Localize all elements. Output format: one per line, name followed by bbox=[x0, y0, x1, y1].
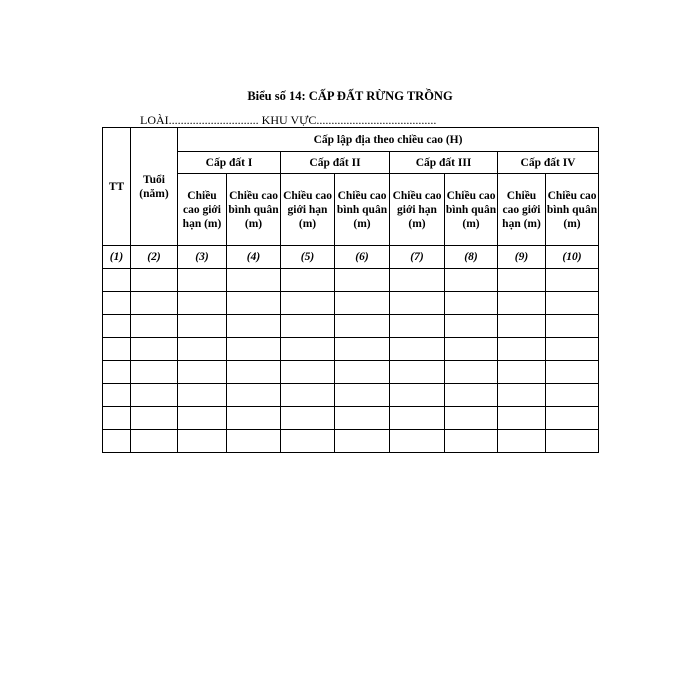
subheader-cell: Chiều cao bình quân (m) bbox=[546, 174, 599, 246]
table-row bbox=[103, 315, 599, 338]
subheader-cell: Chiều cao giới hạn (m) bbox=[281, 174, 335, 246]
header-grade-4: Cấp đất IV bbox=[498, 152, 599, 174]
table-cell[interactable] bbox=[498, 361, 546, 384]
table-cell[interactable] bbox=[445, 292, 498, 315]
table-cell[interactable] bbox=[281, 361, 335, 384]
table-cell[interactable] bbox=[131, 338, 178, 361]
table-cell[interactable] bbox=[178, 269, 227, 292]
table-cell[interactable] bbox=[178, 430, 227, 453]
header-grade-2: Cấp đất II bbox=[281, 152, 390, 174]
column-number: (5) bbox=[281, 246, 335, 269]
table-cell[interactable] bbox=[178, 384, 227, 407]
table-cell[interactable] bbox=[227, 407, 281, 430]
table-cell[interactable] bbox=[227, 338, 281, 361]
table-cell[interactable] bbox=[498, 292, 546, 315]
column-number: (4) bbox=[227, 246, 281, 269]
header-age: Tuổi (năm) bbox=[131, 128, 178, 246]
table-cell[interactable] bbox=[103, 315, 131, 338]
table-cell[interactable] bbox=[498, 407, 546, 430]
table-cell[interactable] bbox=[103, 430, 131, 453]
column-number: (9) bbox=[498, 246, 546, 269]
table-body bbox=[103, 269, 599, 453]
table-cell[interactable] bbox=[178, 338, 227, 361]
subheader-cell: Chiều cao bình quân (m) bbox=[335, 174, 390, 246]
table-row bbox=[103, 269, 599, 292]
table-cell[interactable] bbox=[445, 407, 498, 430]
species-area-line: LOÀI.............................. KHU VỰC........................................ bbox=[140, 113, 437, 127]
header-row-1 bbox=[103, 128, 599, 152]
table-cell[interactable] bbox=[103, 407, 131, 430]
table-cell[interactable] bbox=[131, 384, 178, 407]
table-cell[interactable] bbox=[335, 315, 390, 338]
header-grade-3: Cấp đất III bbox=[390, 152, 498, 174]
table-cell[interactable] bbox=[335, 407, 390, 430]
table-cell[interactable] bbox=[178, 315, 227, 338]
table-cell[interactable] bbox=[131, 292, 178, 315]
table-cell[interactable] bbox=[390, 430, 445, 453]
table-row bbox=[103, 407, 599, 430]
table-cell[interactable] bbox=[546, 407, 599, 430]
column-number: (6) bbox=[335, 246, 390, 269]
table-cell[interactable] bbox=[281, 407, 335, 430]
column-number: (1) bbox=[103, 246, 131, 269]
table-cell[interactable] bbox=[131, 407, 178, 430]
table-cell[interactable] bbox=[546, 269, 599, 292]
table-cell[interactable] bbox=[335, 430, 390, 453]
table-cell[interactable] bbox=[445, 338, 498, 361]
table-cell[interactable] bbox=[335, 338, 390, 361]
table-cell[interactable] bbox=[281, 315, 335, 338]
column-number: (10) bbox=[546, 246, 599, 269]
subheader-cell: Chiều cao giới hạn (m) bbox=[390, 174, 445, 246]
table-cell[interactable] bbox=[445, 430, 498, 453]
table-cell[interactable] bbox=[103, 292, 131, 315]
site-class-table bbox=[102, 127, 599, 453]
table-cell[interactable] bbox=[227, 269, 281, 292]
subheader-cell: Chiều cao bình quân (m) bbox=[445, 174, 498, 246]
column-number: (8) bbox=[445, 246, 498, 269]
table-cell[interactable] bbox=[281, 430, 335, 453]
table-cell[interactable] bbox=[103, 338, 131, 361]
header-tt: TT bbox=[103, 128, 131, 246]
table-cell[interactable] bbox=[131, 430, 178, 453]
table-row bbox=[103, 292, 599, 315]
table-cell[interactable] bbox=[445, 315, 498, 338]
table-cell[interactable] bbox=[390, 292, 445, 315]
table-cell[interactable] bbox=[178, 292, 227, 315]
table-row bbox=[103, 430, 599, 453]
form-title: Biểu số 14: CẤP ĐẤT RỪNG TRỒNG bbox=[247, 89, 453, 103]
table-cell[interactable] bbox=[390, 407, 445, 430]
table-cell[interactable] bbox=[390, 338, 445, 361]
table-cell[interactable] bbox=[227, 292, 281, 315]
table-cell[interactable] bbox=[227, 384, 281, 407]
table-cell[interactable] bbox=[445, 269, 498, 292]
table-cell[interactable] bbox=[335, 269, 390, 292]
subheader-cell: Chiều cao giới hạn (m) bbox=[498, 174, 546, 246]
table-cell[interactable] bbox=[227, 430, 281, 453]
table-cell[interactable] bbox=[445, 384, 498, 407]
table-cell[interactable] bbox=[390, 361, 445, 384]
column-number: (3) bbox=[178, 246, 227, 269]
table-cell[interactable] bbox=[178, 407, 227, 430]
table-cell[interactable] bbox=[178, 361, 227, 384]
table-cell[interactable] bbox=[281, 384, 335, 407]
table-cell[interactable] bbox=[390, 315, 445, 338]
header-site-class-group: Cấp lập địa theo chiều cao (H) bbox=[178, 128, 599, 152]
table-cell[interactable] bbox=[131, 269, 178, 292]
table-cell[interactable] bbox=[498, 384, 546, 407]
table-cell[interactable] bbox=[498, 338, 546, 361]
table-cell[interactable] bbox=[498, 315, 546, 338]
table-cell[interactable] bbox=[227, 315, 281, 338]
table-cell[interactable] bbox=[281, 338, 335, 361]
column-number-row bbox=[103, 246, 599, 269]
table-cell[interactable] bbox=[546, 338, 599, 361]
table-cell[interactable] bbox=[227, 361, 281, 384]
column-number: (7) bbox=[390, 246, 445, 269]
table-cell[interactable] bbox=[445, 361, 498, 384]
table-cell[interactable] bbox=[498, 269, 546, 292]
table-cell[interactable] bbox=[390, 384, 445, 407]
table-row bbox=[103, 384, 599, 407]
header-grade-1: Cấp đất I bbox=[178, 152, 281, 174]
subheader-cell: Chiều cao bình quân (m) bbox=[227, 174, 281, 246]
table-cell[interactable] bbox=[131, 315, 178, 338]
header-row-2 bbox=[103, 152, 599, 174]
table-cell[interactable] bbox=[103, 361, 131, 384]
subheader-cell: Chiều cao giới hạn (m) bbox=[178, 174, 227, 246]
table-cell[interactable] bbox=[546, 292, 599, 315]
table-cell[interactable] bbox=[335, 292, 390, 315]
table-cell[interactable] bbox=[546, 315, 599, 338]
table-row bbox=[103, 338, 599, 361]
table-cell[interactable] bbox=[103, 269, 131, 292]
table-cell[interactable] bbox=[546, 361, 599, 384]
header-row-3 bbox=[103, 174, 599, 246]
table-cell[interactable] bbox=[335, 361, 390, 384]
table-cell[interactable] bbox=[546, 384, 599, 407]
table-cell[interactable] bbox=[131, 361, 178, 384]
table-row bbox=[103, 361, 599, 384]
table-cell[interactable] bbox=[103, 384, 131, 407]
table-cell[interactable] bbox=[546, 430, 599, 453]
table-cell[interactable] bbox=[335, 384, 390, 407]
table-cell[interactable] bbox=[390, 269, 445, 292]
table-cell[interactable] bbox=[281, 269, 335, 292]
column-number: (2) bbox=[131, 246, 178, 269]
table-cell[interactable] bbox=[281, 292, 335, 315]
table-cell[interactable] bbox=[498, 430, 546, 453]
